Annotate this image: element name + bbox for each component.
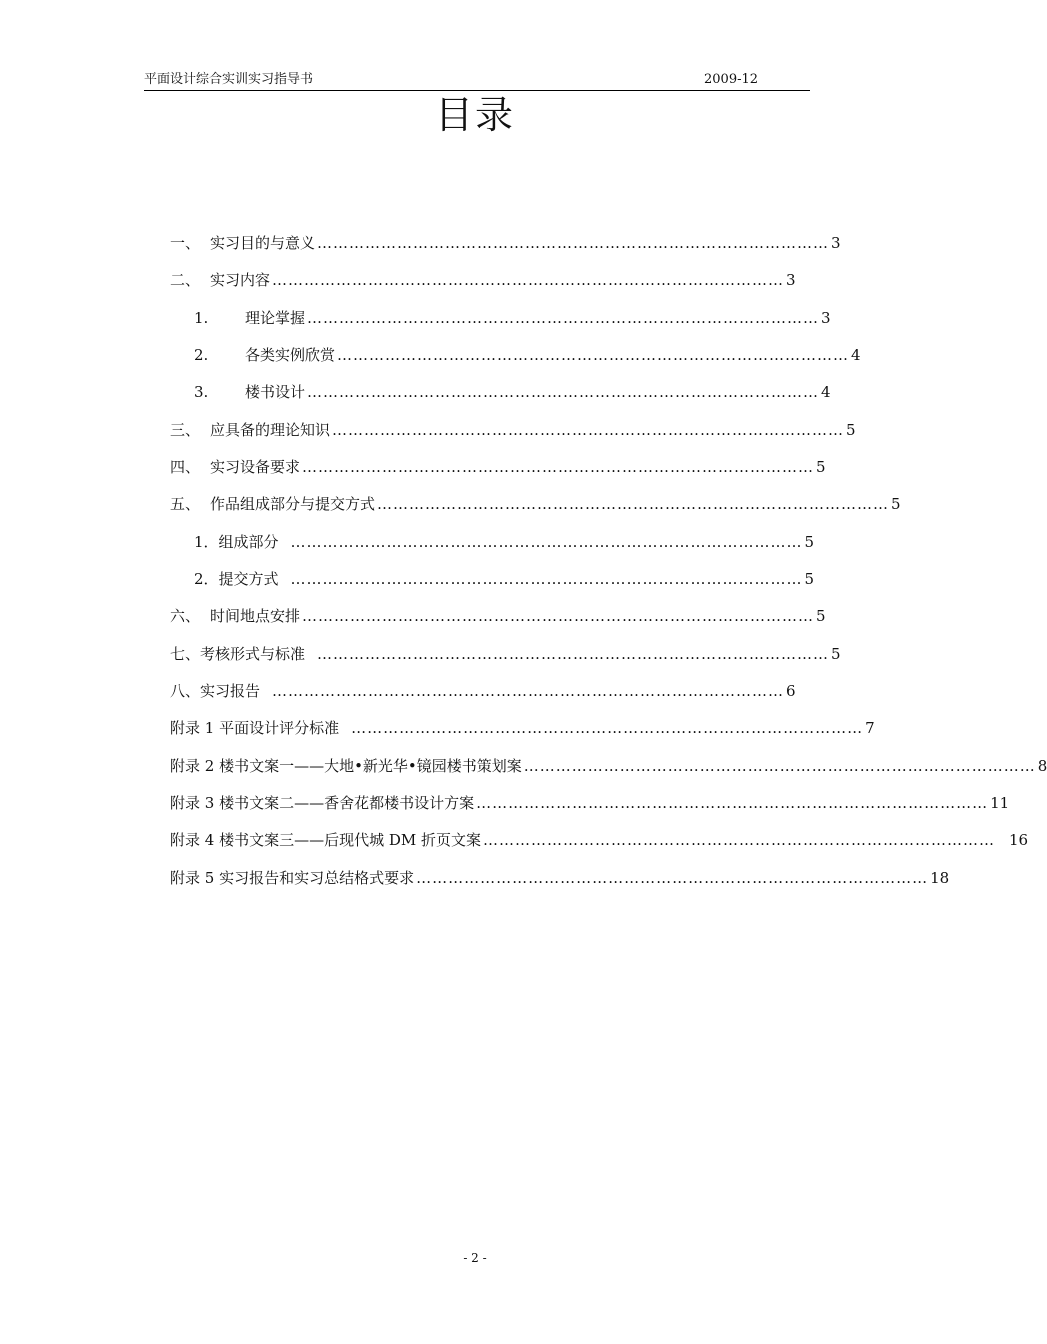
toc-entry-title: 各类实例欣赏 xyxy=(245,346,336,364)
toc-entry-3[interactable] xyxy=(194,307,831,329)
toc-entry-page: 3 xyxy=(831,234,841,252)
toc-leader-dots: …………………………………………………………………………………… xyxy=(317,645,830,663)
toc-leader-dots: …………………………………………………………………………………… xyxy=(483,831,996,849)
toc-leader-dots: …………………………………………………………………………………… xyxy=(476,794,989,812)
toc-entry-17[interactable] xyxy=(170,829,1029,851)
toc-entry-title: 实习目的与意义 xyxy=(210,234,316,252)
toc-entry-page: 3 xyxy=(786,271,796,289)
toc-entry-number: 三、 xyxy=(170,421,201,439)
toc-entry-title: 八、实习报告 xyxy=(170,682,261,700)
toc-entry-page: 5 xyxy=(831,645,841,663)
toc-entry-5[interactable] xyxy=(194,381,831,403)
header-document-title: 平面设计综合实训实习指导书 xyxy=(144,72,314,87)
toc-entry-page: 4 xyxy=(851,346,861,364)
toc-leader-dots: …………………………………………………………………………………… xyxy=(290,570,803,588)
toc-entry-page: 5 xyxy=(846,421,856,439)
toc-entry-page: 5 xyxy=(804,570,815,588)
toc-entry-page: 16 xyxy=(1009,831,1029,849)
toc-entry-number: 一、 xyxy=(170,234,201,252)
toc-entry-title: 楼书设计 xyxy=(245,383,306,401)
toc-leader-dots: …………………………………………………………………………………… xyxy=(523,757,1036,775)
toc-entry-title: 附录 3 楼书文案二——香舍花都楼书设计方案 xyxy=(170,794,475,812)
toc-entry-title: 附录 4 楼书文案三——后现代城 DM 折页文案 xyxy=(170,831,482,849)
toc-entry-title: 七、考核形式与标准 xyxy=(170,645,306,663)
toc-leader-dots: …………………………………………………………………………………… xyxy=(272,271,785,289)
toc-entry-9[interactable] xyxy=(194,531,815,553)
toc-entry-title: 附录 5 实习报告和实习总结格式要求 xyxy=(170,869,415,887)
toc-entry-page: 5 xyxy=(816,458,826,476)
toc-leader-dots: …………………………………………………………………………………… xyxy=(307,309,820,327)
toc-entry-12[interactable] xyxy=(170,643,841,665)
toc-entry-title: 时间地点安排 xyxy=(210,607,301,625)
toc-entry-page: 18 xyxy=(930,869,950,887)
toc-leader-dots: …………………………………………………………………………………… xyxy=(272,682,785,700)
toc-entry-number: 3. xyxy=(194,383,209,401)
toc-entry-13[interactable] xyxy=(170,680,796,702)
toc-leader-dots: …………………………………………………………………………………… xyxy=(290,533,803,551)
toc-entry-page: 5 xyxy=(816,607,826,625)
toc-leader-dots: …………………………………………………………………………………… xyxy=(351,719,864,737)
toc-entry-7[interactable] xyxy=(170,456,826,478)
toc-entry-page: 11 xyxy=(990,794,1010,812)
toc-entry-page: 7 xyxy=(865,719,875,737)
toc-entry-number: 四、 xyxy=(170,458,201,476)
toc-entry-title: 实习内容 xyxy=(210,271,271,289)
toc-entry-title: 理论掌握 xyxy=(245,309,306,327)
toc-entry-title: 附录 1 平面设计评分标准 xyxy=(170,719,340,737)
toc-leader-dots: …………………………………………………………………………………… xyxy=(317,234,830,252)
toc-entry-page: 3 xyxy=(821,309,831,327)
toc-entry-title: 实习设备要求 xyxy=(210,458,301,476)
toc-entry-number: 五、 xyxy=(170,495,201,513)
toc-entry-6[interactable] xyxy=(170,419,856,441)
toc-entry-4[interactable] xyxy=(194,344,861,366)
toc-leader-dots: …………………………………………………………………………………… xyxy=(416,869,929,887)
toc-entry-18[interactable] xyxy=(170,867,950,889)
page-number: - 2 - xyxy=(463,1251,487,1265)
toc-entry-title: 2．提交方式 xyxy=(194,570,279,588)
toc-entry-number: 六、 xyxy=(170,607,201,625)
toc-entry-page: 8 xyxy=(1037,757,1047,775)
toc-entry-number: 1. xyxy=(194,309,209,327)
toc-leader-dots: …………………………………………………………………………………… xyxy=(307,383,820,401)
toc-entry-14[interactable] xyxy=(170,717,875,739)
toc-entry-title: 应具备的理论知识 xyxy=(210,421,331,439)
toc-leader-dots: …………………………………………………………………………………… xyxy=(377,495,890,513)
header-date: 2009-12 xyxy=(704,72,759,87)
toc-entry-11[interactable] xyxy=(170,605,826,627)
toc-entry-page: 6 xyxy=(786,682,796,700)
toc-leader-dots: …………………………………………………………………………………… xyxy=(337,346,850,364)
toc-entry-2[interactable] xyxy=(170,269,796,291)
page-title: 目录 xyxy=(434,93,515,137)
toc-leader-dots: …………………………………………………………………………………… xyxy=(302,458,815,476)
toc-entry-title: 作品组成部分与提交方式 xyxy=(210,495,376,513)
toc-leader-dots: …………………………………………………………………………………… xyxy=(332,421,845,439)
toc-entry-15[interactable] xyxy=(170,755,1047,777)
toc-entry-page: 4 xyxy=(821,383,831,401)
toc-entry-8[interactable] xyxy=(170,493,901,515)
toc-entry-page: 5 xyxy=(891,495,901,513)
toc-entry-1[interactable] xyxy=(170,232,841,254)
toc-entry-number: 2. xyxy=(194,346,209,364)
toc-entry-title: 1．组成部分 xyxy=(194,533,279,551)
toc-entry-16[interactable] xyxy=(170,792,1010,814)
toc-leader-dots: …………………………………………………………………………………… xyxy=(302,607,815,625)
toc-entry-page: 5 xyxy=(804,533,815,551)
toc-entry-10[interactable] xyxy=(194,568,815,590)
toc-entry-title: 附录 2 楼书文案一——大地•新光华•镜园楼书策划案 xyxy=(170,757,522,775)
toc-entry-number: 二、 xyxy=(170,271,201,289)
